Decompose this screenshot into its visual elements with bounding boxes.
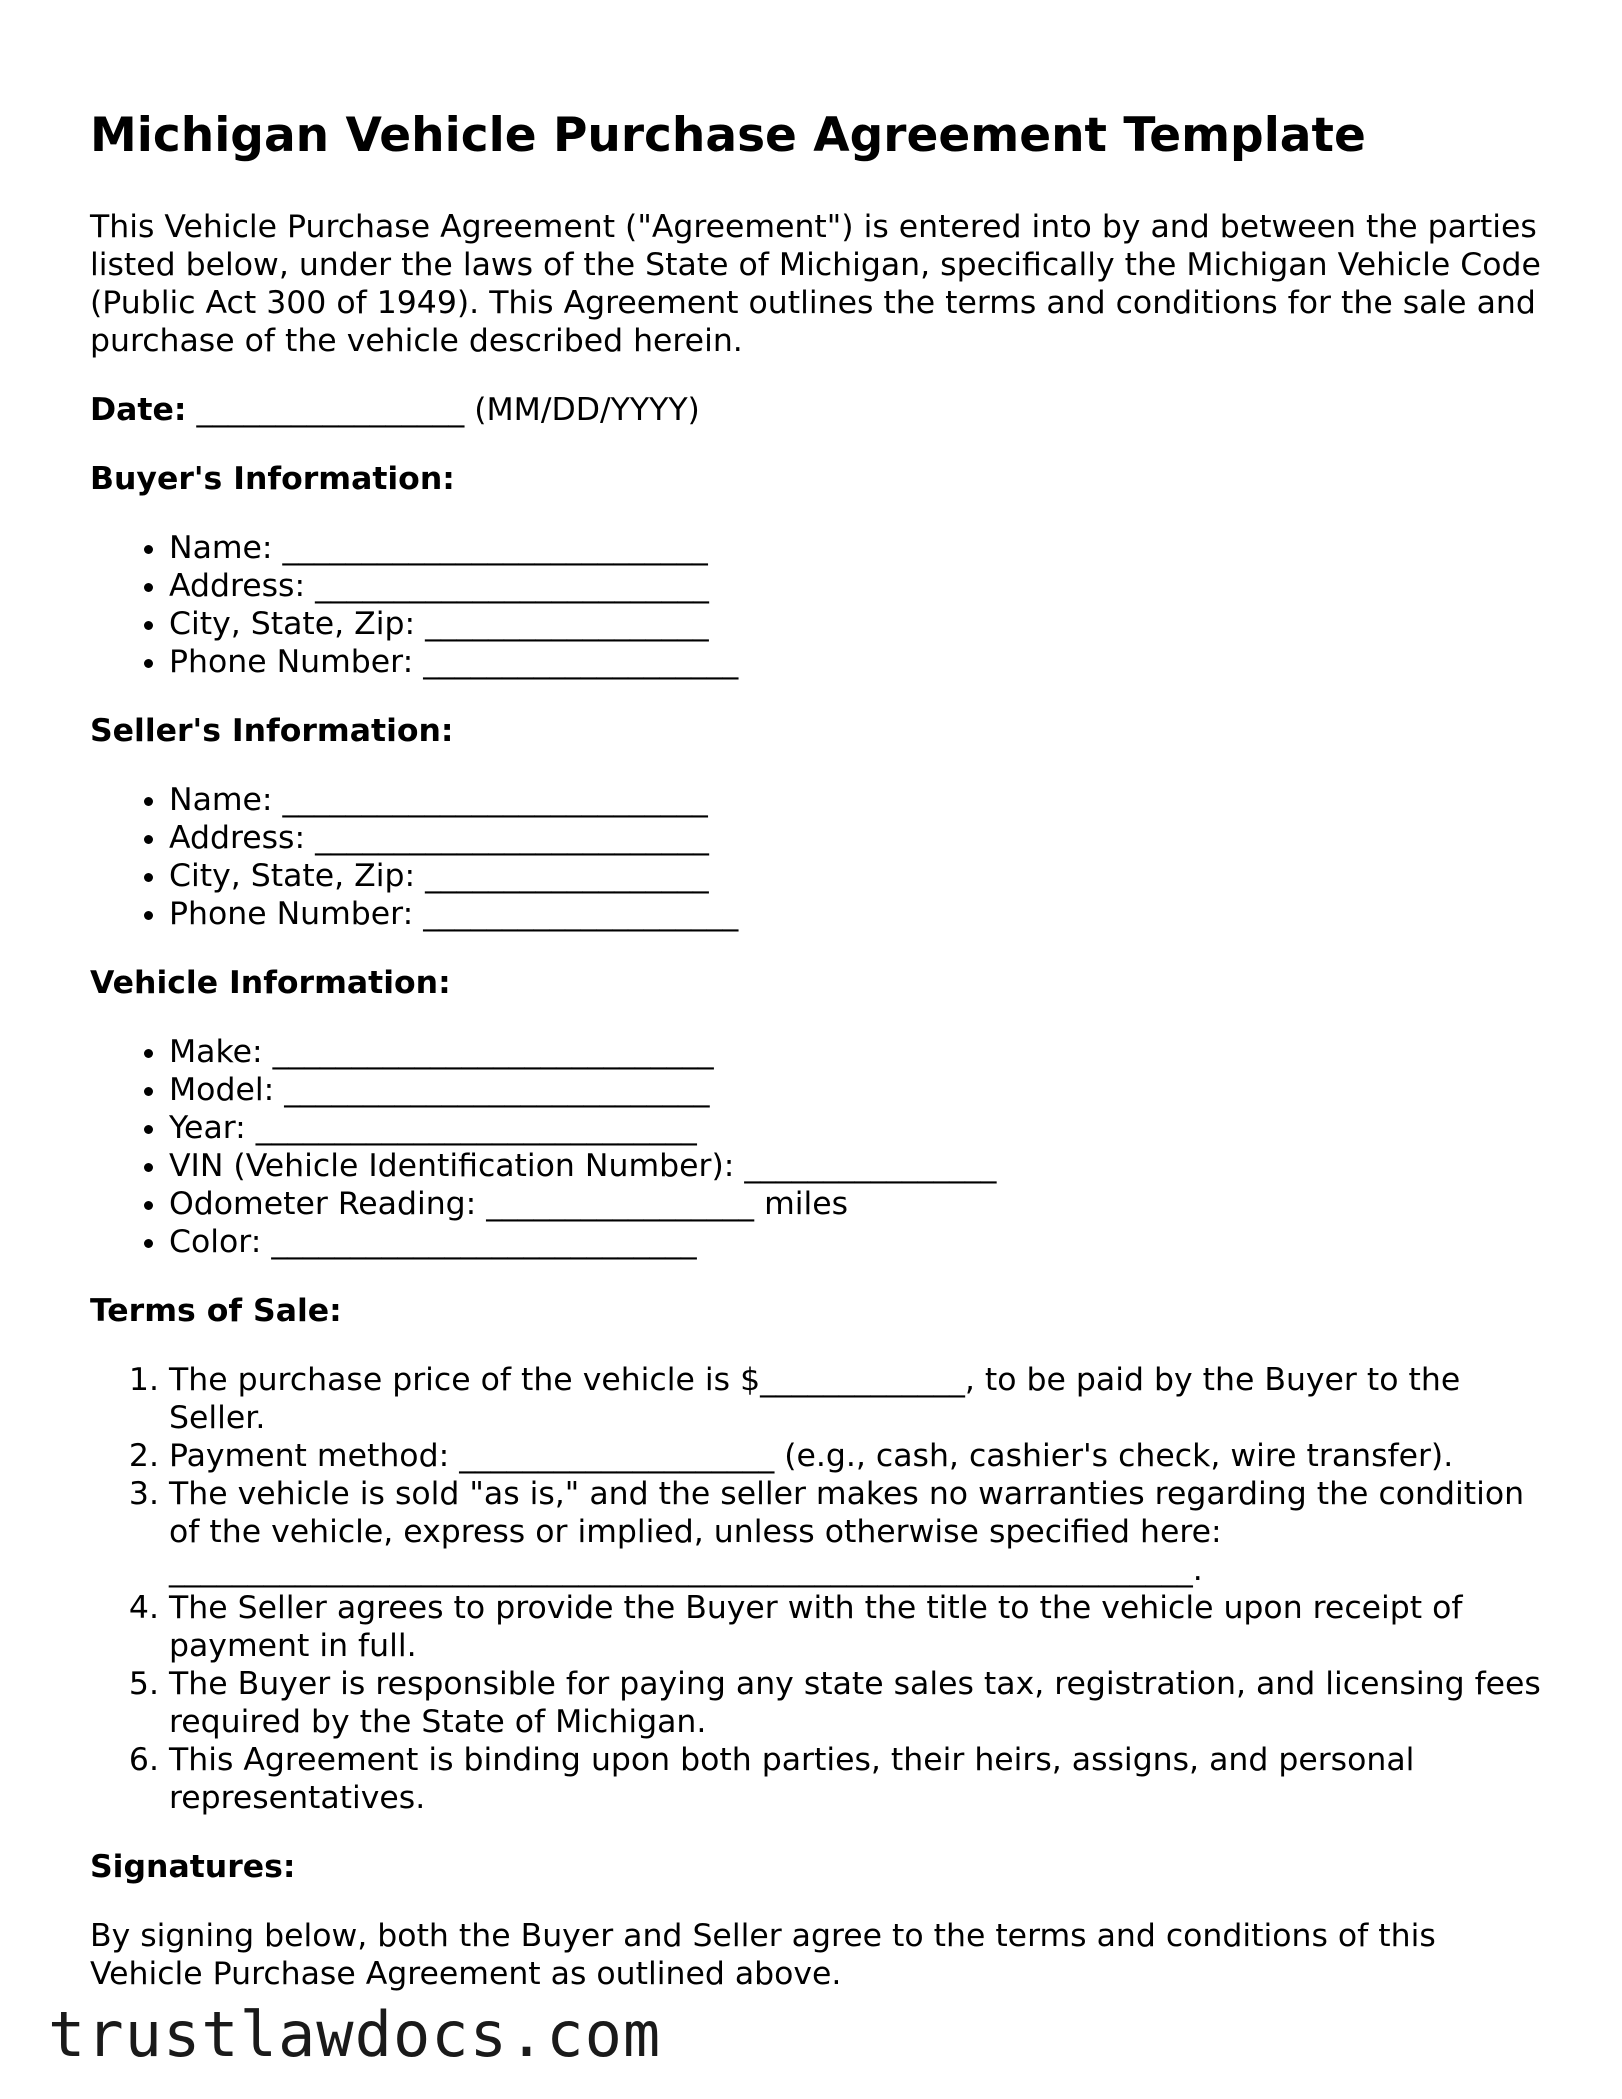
- date-field: _________________ (MM/DD/YYYY): [186, 392, 700, 428]
- vehicle-vin-field: • VIN (Vehicle Identification Number): ________________: [169, 1147, 1550, 1185]
- seller-list: [90, 781, 1550, 933]
- document-page: [90, 108, 1550, 2024]
- seller-city-state-zip-field: • City, State, Zip: __________________: [169, 857, 1550, 895]
- vehicle-model-field: • Model: ___________________________: [169, 1071, 1550, 1109]
- vehicle-heading: Vehicle Information:: [90, 965, 451, 1001]
- vehicle-make-field: • Make: ____________________________: [169, 1033, 1550, 1071]
- date-line: [90, 391, 1550, 429]
- date-label: Date:: [90, 392, 187, 428]
- term-as-is: 3. The vehicle is sold "as is," and the seller makes no warranties regarding the condition of the vehicle, express or implied, unless otherwise specified here: _________________________________________________________________.: [169, 1475, 1550, 1589]
- term-taxes-fees: 5. The Buyer is responsible for paying any state sales tax, registration, and licensing fees required by the State of Michigan.: [169, 1665, 1550, 1741]
- signatures-text: By signing below, both the Buyer and Seller agree to the terms and conditions of this Vehicle Purchase Agreement as outlined above.: [90, 1918, 1436, 1992]
- buyer-heading: Buyer's Information:: [90, 461, 455, 497]
- seller-address-field: • Address: _________________________: [169, 819, 1550, 857]
- document-title: Michigan Vehicle Purchase Agreement Template: [90, 108, 1366, 163]
- intro-paragraph: This Vehicle Purchase Agreement ("Agreement") is entered into by and between the parties listed below, under the laws of the State of Michigan, specifically the Michigan Vehicle Code (Public Act 300 of 1949). This Agreement outlines the terms and conditions for the sale and purchase of the vehicle described herein.: [90, 209, 1541, 359]
- seller-name-field: • Name: ___________________________: [169, 781, 1550, 819]
- terms-heading: Terms of Sale:: [90, 1293, 342, 1329]
- term-payment-method: 2. Payment method: ____________________ (e.g., cash, cashier's check, wire transfer).: [169, 1437, 1550, 1475]
- vehicle-color-field: • Color: ___________________________: [169, 1223, 1550, 1261]
- vehicle-odometer-field: • Odometer Reading: _________________ miles: [169, 1185, 1550, 1223]
- signatures-heading: Signatures:: [90, 1849, 296, 1885]
- vehicle-list: [90, 1033, 1550, 1261]
- term-title-transfer: 4. The Seller agrees to provide the Buyer with the title to the vehicle upon receipt of payment in full.: [169, 1589, 1550, 1665]
- term-purchase-price: 1. The purchase price of the vehicle is $_____________, to be paid by the Buyer to the Seller.: [169, 1361, 1550, 1437]
- buyer-list: [90, 529, 1550, 681]
- buyer-phone-field: • Phone Number: ____________________: [169, 643, 1550, 681]
- seller-heading: Seller's Information:: [90, 713, 454, 749]
- terms-list: [90, 1361, 1550, 1817]
- watermark: trustlawdocs.com: [48, 1998, 662, 2071]
- buyer-city-state-zip-field: • City, State, Zip: __________________: [169, 605, 1550, 643]
- buyer-address-field: • Address: _________________________: [169, 567, 1550, 605]
- seller-phone-field: • Phone Number: ____________________: [169, 895, 1550, 933]
- term-binding: 6. This Agreement is binding upon both parties, their heirs, assigns, and personal representatives.: [169, 1741, 1550, 1817]
- vehicle-year-field: • Year: ____________________________: [169, 1109, 1550, 1147]
- buyer-name-field: • Name: ___________________________: [169, 529, 1550, 567]
